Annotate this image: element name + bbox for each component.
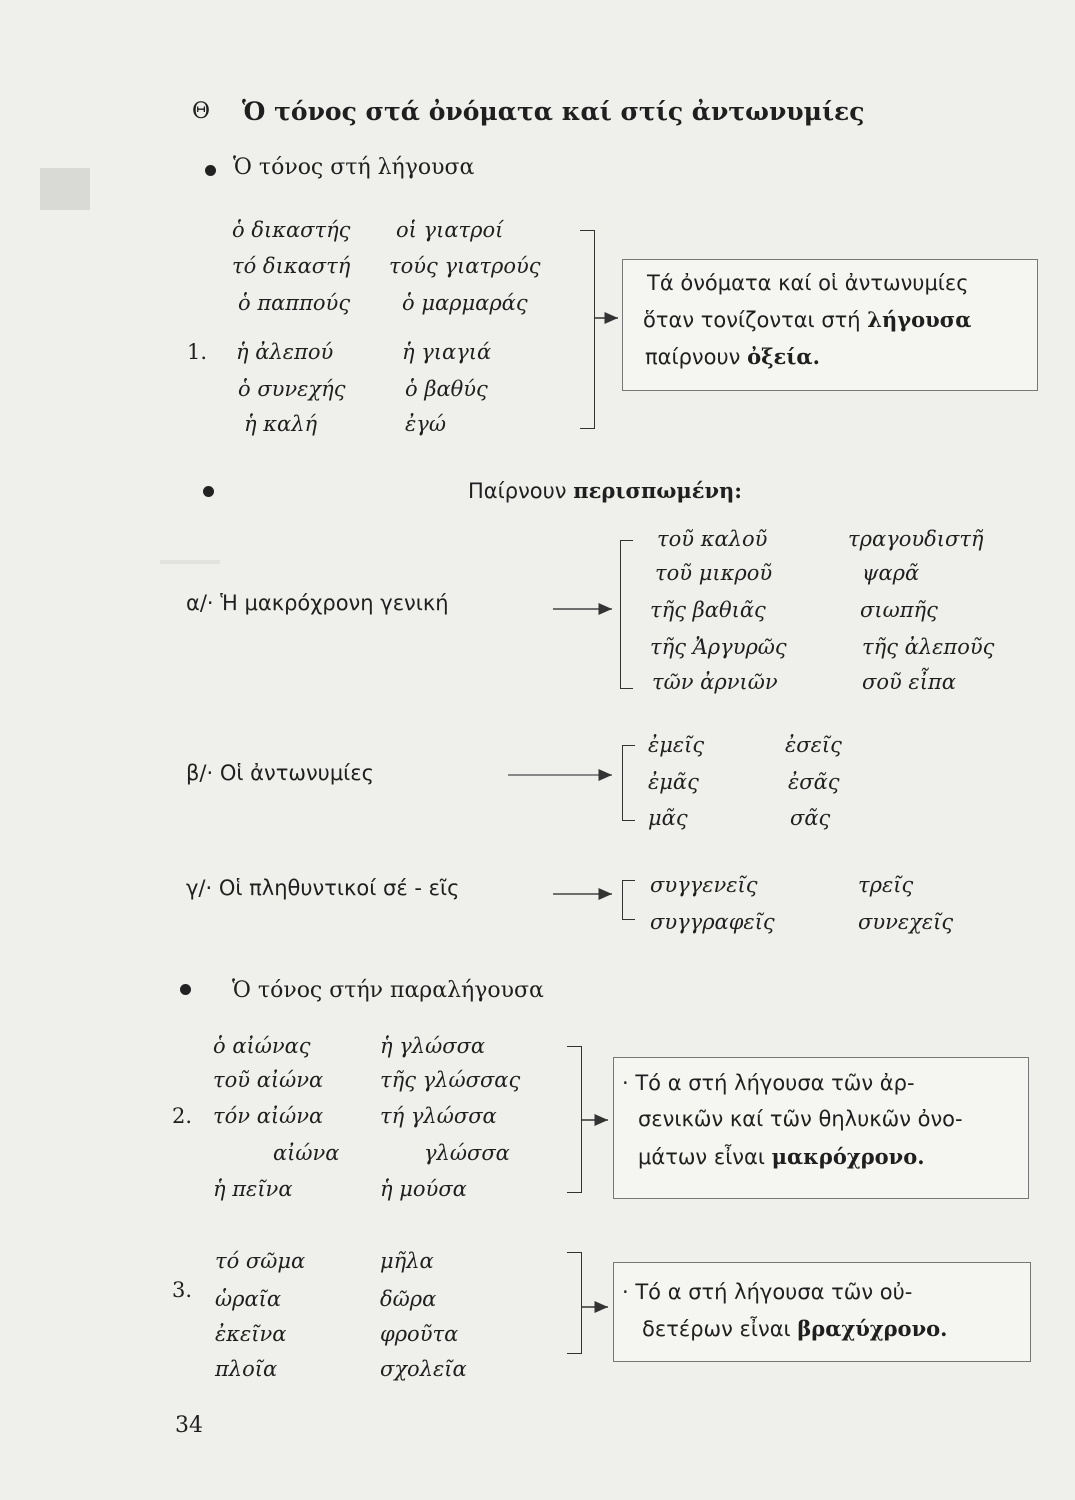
rule-line: Τά ὀνόματα καί οἱ ἀντωνυμίες (647, 271, 969, 295)
word: σχολεῖα (380, 1357, 467, 1381)
word: σᾶς (790, 806, 831, 830)
word: ἡ ἀλεπού (236, 340, 334, 364)
word: τό σῶμα (215, 1249, 306, 1273)
subsection-label-c: γ/· Οἱ πληθυντικοί σέ - εῖς (186, 876, 460, 900)
section-symbol: Θ (192, 99, 211, 124)
word: ἡ καλή (244, 412, 318, 436)
page-number: 34 (175, 1413, 203, 1438)
word: ἡ μούσα (380, 1177, 467, 1201)
word: σοῦ εἶπα (862, 670, 956, 694)
word: τοῦ μικροῦ (655, 561, 773, 585)
word: οἱ γιατροί (396, 218, 504, 242)
rule-bold: ὀξεία. (747, 344, 820, 369)
word: τούς γιατρούς (389, 254, 541, 278)
word: μῆλα (380, 1249, 434, 1273)
word: σιωπῆς (860, 598, 938, 622)
word: ἐσᾶς (788, 770, 840, 794)
word: αἰώνα (273, 1141, 340, 1165)
word: ὁ συνεχής (238, 377, 346, 401)
rule-line: · Τό α στή λήγουσα τῶν ἀρ- (622, 1071, 915, 1095)
word: ὁ βαθύς (405, 377, 488, 401)
word: τό δικαστή (232, 254, 351, 278)
word: ὁ μαρμαράς (402, 291, 528, 315)
rule-text: παίρνουν (645, 345, 748, 369)
word: συνεχεῖς (858, 910, 954, 934)
group-number: 1. (187, 340, 208, 364)
rule-text: ὅταν τονίζονται στή (643, 308, 868, 332)
word: ὁ παππούς (238, 291, 351, 315)
word: ἐμεῖς (648, 733, 705, 757)
group-number: 3. (172, 1278, 193, 1302)
word: τῆς βαθιᾶς (650, 598, 766, 622)
word: τῆς Ἀργυρῶς (650, 635, 787, 659)
word: ἐγώ (405, 412, 446, 436)
heading-text: Παίρνουν (468, 479, 574, 503)
word: ψαρᾶ (862, 561, 920, 585)
rule-bold: βραχύχρονο. (797, 1316, 948, 1341)
word: συγγενεῖς (650, 873, 758, 897)
section-heading-penult: Ὁ τόνος στήν παραλήγουσα (232, 978, 544, 1003)
word: ὁ δικαστής (232, 218, 351, 242)
subsection-label-b: β/· Οἱ ἀντωνυμίες (186, 761, 374, 785)
word: μᾶς (648, 806, 688, 830)
word: τῆς ἀλεποῦς (862, 635, 995, 659)
word: φροῦτα (380, 1322, 459, 1346)
rule-line: · Τό α στή λήγουσα τῶν οὐ- (622, 1280, 913, 1304)
word: συγγραφεῖς (650, 910, 775, 934)
heading-bold: περισπωμένη: (573, 478, 743, 503)
word: τῶν ἀρνιῶν (652, 670, 778, 694)
word: τόν αἰώνα (213, 1104, 324, 1128)
word: τρεῖς (858, 873, 914, 897)
group-number: 2. (172, 1104, 193, 1128)
word: τοῦ αἰώνα (213, 1068, 324, 1092)
rule-text: δετέρων εἶναι (642, 1317, 798, 1341)
rule-bold: μακρόχρονο. (771, 1144, 925, 1169)
word: ἡ γιαγιά (402, 340, 492, 364)
rule-bold: λήγουσα (867, 307, 972, 332)
word: ἐσεῖς (785, 733, 842, 757)
rule-text: μάτων εἶναι (638, 1145, 772, 1169)
section-heading-final: Ὁ τόνος στή λήγουσα (233, 155, 475, 180)
word: δῶρα (380, 1287, 437, 1311)
rule-line: σενικῶν καί τῶν θηλυκῶν ὀνο- (638, 1107, 963, 1131)
word: ὡραῖα (215, 1287, 282, 1311)
word: γλώσσα (424, 1141, 510, 1165)
word: ἐκεῖνα (215, 1322, 287, 1346)
word: τῆς γλώσσας (380, 1068, 521, 1092)
word: ὁ αἰώνας (213, 1034, 311, 1058)
word: πλοῖα (215, 1357, 278, 1381)
word: ἡ γλώσσα (380, 1034, 486, 1058)
word: ἡ πεῖνα (213, 1177, 293, 1201)
subsection-label-a: α/· Ἡ μακρόχρονη γενική (186, 591, 449, 615)
page-title: Ὁ τόνος στά ὀνόματα καί στίς ἀντωνυμίες (242, 97, 865, 126)
word: τοῦ καλοῦ (657, 527, 768, 551)
word: τραγουδιστῆ (848, 527, 984, 551)
word: τή γλώσσα (380, 1104, 497, 1128)
word: ἐμᾶς (648, 770, 699, 794)
